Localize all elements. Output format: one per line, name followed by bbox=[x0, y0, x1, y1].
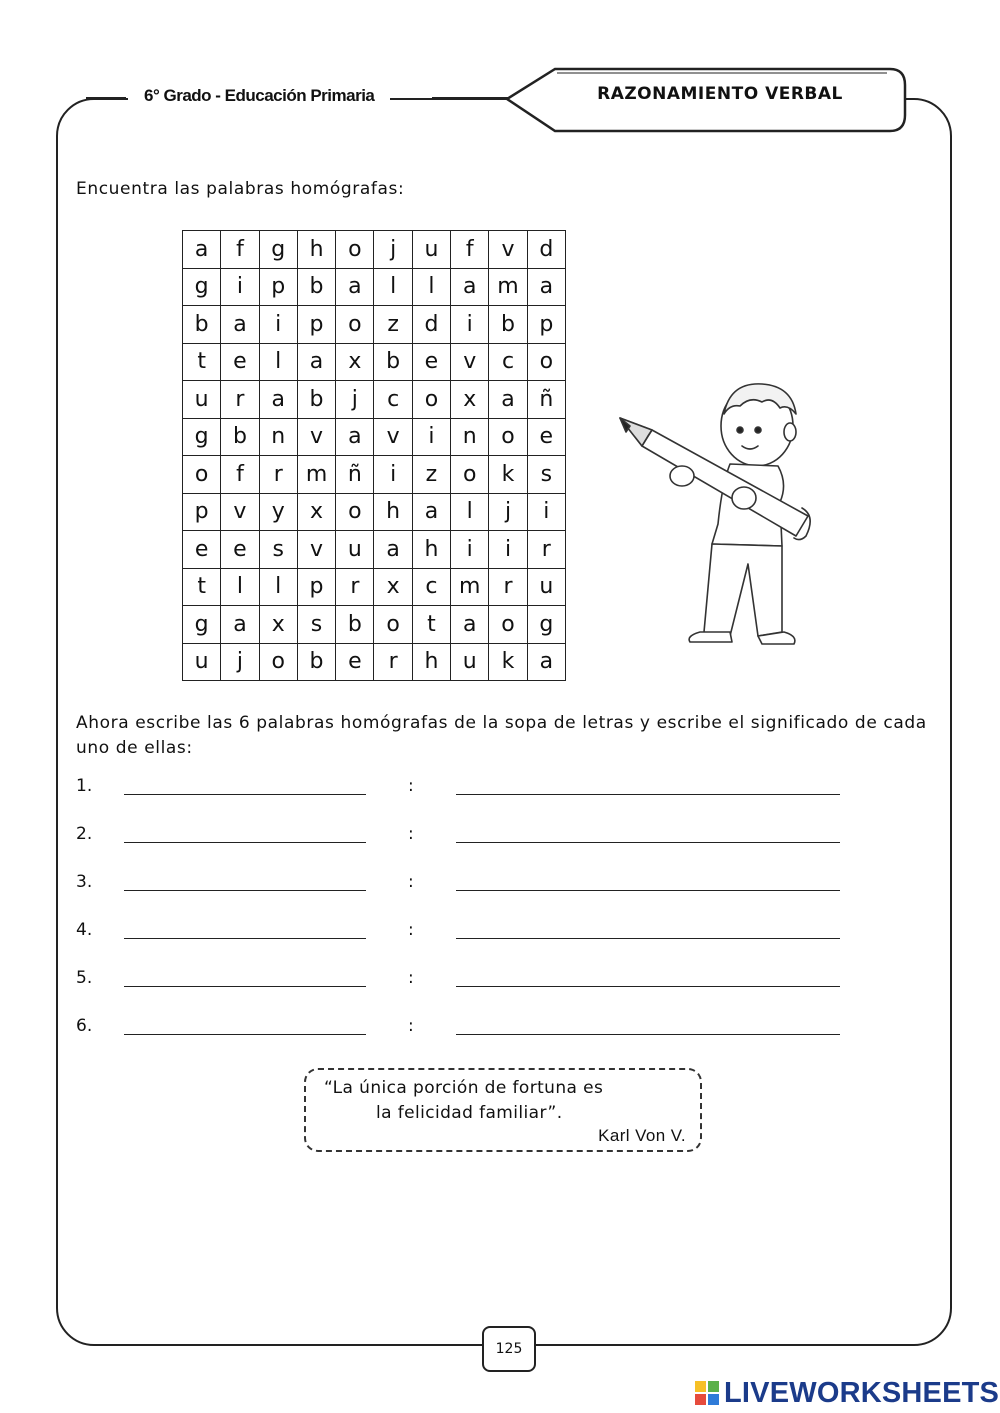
grid-cell[interactable]: o bbox=[489, 606, 527, 644]
answer-word-blank[interactable] bbox=[124, 986, 366, 987]
grid-cell[interactable]: h bbox=[412, 531, 450, 569]
grid-cell[interactable]: o bbox=[259, 643, 297, 681]
grid-cell[interactable]: a bbox=[297, 343, 335, 381]
grid-cell[interactable]: l bbox=[412, 268, 450, 306]
grid-cell[interactable]: f bbox=[221, 231, 259, 269]
grid-cell[interactable]: e bbox=[221, 531, 259, 569]
boy-with-pencil-illustration bbox=[612, 374, 817, 656]
grid-cell[interactable]: a bbox=[336, 268, 374, 306]
grid-cell[interactable]: r bbox=[374, 643, 412, 681]
grid-cell[interactable]: p bbox=[297, 306, 335, 344]
grid-row bbox=[183, 606, 566, 644]
grid-cell[interactable]: c bbox=[489, 343, 527, 381]
grid-cell[interactable]: i bbox=[374, 456, 412, 494]
word-search-grid bbox=[182, 230, 566, 681]
answer-row bbox=[76, 968, 876, 994]
grid-row bbox=[183, 568, 566, 606]
grid-row bbox=[183, 231, 566, 269]
answer-meaning-blank[interactable] bbox=[456, 986, 840, 987]
grid-cell[interactable]: i bbox=[412, 418, 450, 456]
grid-cell[interactable]: i bbox=[451, 531, 489, 569]
answer-meaning-blank[interactable] bbox=[456, 890, 840, 891]
grid-cell[interactable]: r bbox=[336, 568, 374, 606]
grid-cell[interactable]: l bbox=[221, 568, 259, 606]
grid-cell[interactable]: f bbox=[221, 456, 259, 494]
grid-cell[interactable]: o bbox=[183, 456, 221, 494]
grid-cell[interactable]: v bbox=[489, 231, 527, 269]
subject-title: RAZONAMIENTO VERBAL bbox=[597, 84, 843, 104]
grid-cell[interactable]: c bbox=[374, 381, 412, 419]
grid-cell[interactable]: a bbox=[489, 381, 527, 419]
grid-cell[interactable]: b bbox=[221, 418, 259, 456]
grid-cell[interactable]: o bbox=[412, 381, 450, 419]
grid-cell[interactable]: t bbox=[412, 606, 450, 644]
grid-cell[interactable]: o bbox=[489, 418, 527, 456]
grid-cell[interactable]: p bbox=[527, 306, 565, 344]
grid-cell[interactable]: o bbox=[451, 456, 489, 494]
grid-cell[interactable]: h bbox=[374, 493, 412, 531]
grid-cell[interactable]: b bbox=[297, 381, 335, 419]
grid-cell[interactable]: t bbox=[183, 568, 221, 606]
quote-box bbox=[304, 1068, 702, 1152]
grid-cell[interactable]: m bbox=[297, 456, 335, 494]
answer-word-blank[interactable] bbox=[124, 1034, 366, 1035]
grid-cell[interactable]: j bbox=[336, 381, 374, 419]
grid-cell[interactable]: s bbox=[297, 606, 335, 644]
grid-cell[interactable]: e bbox=[336, 643, 374, 681]
grid-cell[interactable]: x bbox=[259, 606, 297, 644]
grid-cell[interactable]: x bbox=[374, 568, 412, 606]
answer-separator: : bbox=[408, 776, 414, 796]
liveworksheets-brand[interactable] bbox=[694, 1376, 999, 1410]
grid-cell[interactable]: l bbox=[451, 493, 489, 531]
grid-cell[interactable]: u bbox=[183, 643, 221, 681]
grid-cell[interactable]: l bbox=[259, 343, 297, 381]
grid-cell[interactable]: e bbox=[183, 531, 221, 569]
grid-cell[interactable]: s bbox=[259, 531, 297, 569]
grid-cell[interactable]: h bbox=[412, 643, 450, 681]
grid-cell[interactable]: o bbox=[527, 343, 565, 381]
quote-author: Karl Von V. bbox=[598, 1126, 686, 1145]
grid-cell[interactable]: a bbox=[221, 606, 259, 644]
answer-number: 4. bbox=[76, 920, 93, 940]
grid-cell[interactable]: i bbox=[489, 531, 527, 569]
answer-separator: : bbox=[408, 824, 414, 844]
brand-name: LIVEWORKSHEETS bbox=[724, 1376, 1000, 1409]
grid-cell[interactable]: p bbox=[297, 568, 335, 606]
grid-cell[interactable]: a bbox=[412, 493, 450, 531]
grid-cell[interactable]: a bbox=[336, 418, 374, 456]
grid-cell[interactable]: r bbox=[489, 568, 527, 606]
grid-cell[interactable]: m bbox=[451, 568, 489, 606]
grid-cell[interactable]: a bbox=[527, 643, 565, 681]
grid-cell[interactable]: b bbox=[297, 643, 335, 681]
answer-meaning-blank[interactable] bbox=[456, 1034, 840, 1035]
grid-cell[interactable]: i bbox=[527, 493, 565, 531]
answer-separator: : bbox=[408, 872, 414, 892]
grid-cell[interactable]: a bbox=[374, 531, 412, 569]
grid-row bbox=[183, 343, 566, 381]
grid-cell[interactable]: a bbox=[451, 268, 489, 306]
answer-word-blank[interactable] bbox=[124, 842, 366, 843]
grid-cell[interactable]: j bbox=[489, 493, 527, 531]
header-rule-mid bbox=[432, 97, 514, 99]
grid-cell[interactable]: o bbox=[336, 231, 374, 269]
grid-cell[interactable]: j bbox=[374, 231, 412, 269]
grid-cell[interactable]: r bbox=[221, 381, 259, 419]
grid-cell[interactable]: p bbox=[259, 268, 297, 306]
grid-row bbox=[183, 643, 566, 681]
grid-cell[interactable]: v bbox=[297, 418, 335, 456]
grid-cell[interactable]: r bbox=[527, 531, 565, 569]
grid-cell[interactable]: d bbox=[527, 231, 565, 269]
grid-row bbox=[183, 306, 566, 344]
answer-number: 1. bbox=[76, 776, 93, 796]
grade-label: 6° Grado - Educación Primaria bbox=[128, 86, 390, 106]
grid-cell[interactable]: ñ bbox=[336, 456, 374, 494]
answer-row bbox=[76, 920, 876, 946]
grid-cell[interactable]: h bbox=[297, 231, 335, 269]
grid-cell[interactable]: o bbox=[374, 606, 412, 644]
page-number: 125 bbox=[482, 1326, 536, 1372]
grid-cell[interactable]: a bbox=[221, 306, 259, 344]
grid-row bbox=[183, 531, 566, 569]
grid-cell[interactable]: n bbox=[451, 418, 489, 456]
grid-cell[interactable]: v bbox=[297, 531, 335, 569]
grid-cell[interactable]: x bbox=[336, 343, 374, 381]
grid-row bbox=[183, 418, 566, 456]
grid-cell[interactable]: u bbox=[183, 381, 221, 419]
grid-cell[interactable]: m bbox=[489, 268, 527, 306]
header-rule-left bbox=[86, 97, 126, 99]
grid-cell[interactable]: j bbox=[221, 643, 259, 681]
answer-row bbox=[76, 872, 876, 898]
grid-cell[interactable]: p bbox=[183, 493, 221, 531]
grid-cell[interactable]: o bbox=[336, 306, 374, 344]
grid-cell[interactable]: o bbox=[336, 493, 374, 531]
task-text: Ahora escribe las 6 palabras homógrafas de la sopa de letras y escribe el significado de cada uno de ellas: bbox=[76, 713, 927, 758]
answer-row bbox=[76, 824, 876, 850]
grid-cell[interactable]: b bbox=[336, 606, 374, 644]
grid-cell[interactable]: l bbox=[374, 268, 412, 306]
grid-cell[interactable]: e bbox=[527, 418, 565, 456]
grid-row bbox=[183, 268, 566, 306]
grid-cell[interactable]: t bbox=[183, 343, 221, 381]
grid-cell[interactable]: x bbox=[451, 381, 489, 419]
grid-cell[interactable]: c bbox=[412, 568, 450, 606]
answer-meaning-blank[interactable] bbox=[456, 938, 840, 939]
grid-cell[interactable]: x bbox=[297, 493, 335, 531]
grid-cell[interactable]: b bbox=[374, 343, 412, 381]
grid-cell[interactable]: b bbox=[489, 306, 527, 344]
liveworksheets-logo-icon bbox=[694, 1380, 720, 1406]
quote-line-2: la felicidad familiar”. bbox=[376, 1103, 563, 1123]
grid-cell[interactable]: i bbox=[221, 268, 259, 306]
grid-cell[interactable]: s bbox=[527, 456, 565, 494]
quote-line-1: “La única porción de fortuna es bbox=[324, 1078, 604, 1098]
grid-cell[interactable]: a bbox=[527, 268, 565, 306]
grid-cell[interactable]: g bbox=[259, 231, 297, 269]
answer-word-blank[interactable] bbox=[124, 890, 366, 891]
grid-cell[interactable]: g bbox=[183, 418, 221, 456]
answer-number: 2. bbox=[76, 824, 93, 844]
grid-cell[interactable]: u bbox=[451, 643, 489, 681]
grid-cell[interactable]: g bbox=[183, 268, 221, 306]
grid-row bbox=[183, 456, 566, 494]
answer-meaning-blank[interactable] bbox=[456, 794, 840, 795]
grid-cell[interactable]: f bbox=[451, 231, 489, 269]
grid-cell[interactable]: k bbox=[489, 643, 527, 681]
answer-word-blank[interactable] bbox=[124, 794, 366, 795]
answer-number: 3. bbox=[76, 872, 93, 892]
grid-cell[interactable]: u bbox=[336, 531, 374, 569]
answer-number: 6. bbox=[76, 1016, 93, 1036]
grid-cell[interactable]: u bbox=[527, 568, 565, 606]
grid-cell[interactable]: v bbox=[221, 493, 259, 531]
grid-cell[interactable]: a bbox=[451, 606, 489, 644]
grid-cell[interactable]: d bbox=[412, 306, 450, 344]
answer-separator: : bbox=[408, 968, 414, 988]
grid-cell[interactable]: e bbox=[412, 343, 450, 381]
grid-cell[interactable]: v bbox=[451, 343, 489, 381]
grid-row bbox=[183, 381, 566, 419]
answer-separator: : bbox=[408, 920, 414, 940]
grid-cell[interactable]: i bbox=[259, 306, 297, 344]
answer-separator: : bbox=[408, 1016, 414, 1036]
answer-meaning-blank[interactable] bbox=[456, 842, 840, 843]
grid-cell[interactable]: a bbox=[183, 231, 221, 269]
grid-cell[interactable]: n bbox=[259, 418, 297, 456]
answer-row bbox=[76, 1016, 876, 1042]
grid-cell[interactable]: g bbox=[527, 606, 565, 644]
grid-cell[interactable]: y bbox=[259, 493, 297, 531]
grid-cell[interactable]: v bbox=[374, 418, 412, 456]
grid-cell[interactable]: l bbox=[259, 568, 297, 606]
grid-cell[interactable]: b bbox=[183, 306, 221, 344]
grid-cell[interactable]: g bbox=[183, 606, 221, 644]
instruction-text: Encuentra las palabras homógrafas: bbox=[76, 179, 405, 199]
grid-cell[interactable]: b bbox=[297, 268, 335, 306]
grid-cell[interactable]: u bbox=[412, 231, 450, 269]
grid-cell[interactable]: a bbox=[259, 381, 297, 419]
grid-cell[interactable]: e bbox=[221, 343, 259, 381]
answer-word-blank[interactable] bbox=[124, 938, 366, 939]
grid-cell[interactable]: ñ bbox=[527, 381, 565, 419]
grid-cell[interactable]: z bbox=[412, 456, 450, 494]
grid-row bbox=[183, 493, 566, 531]
grid-cell[interactable]: z bbox=[374, 306, 412, 344]
grid-cell[interactable]: r bbox=[259, 456, 297, 494]
grid-cell[interactable]: i bbox=[451, 306, 489, 344]
answer-number: 5. bbox=[76, 968, 93, 988]
grid-cell[interactable]: k bbox=[489, 456, 527, 494]
answer-row bbox=[76, 776, 876, 802]
